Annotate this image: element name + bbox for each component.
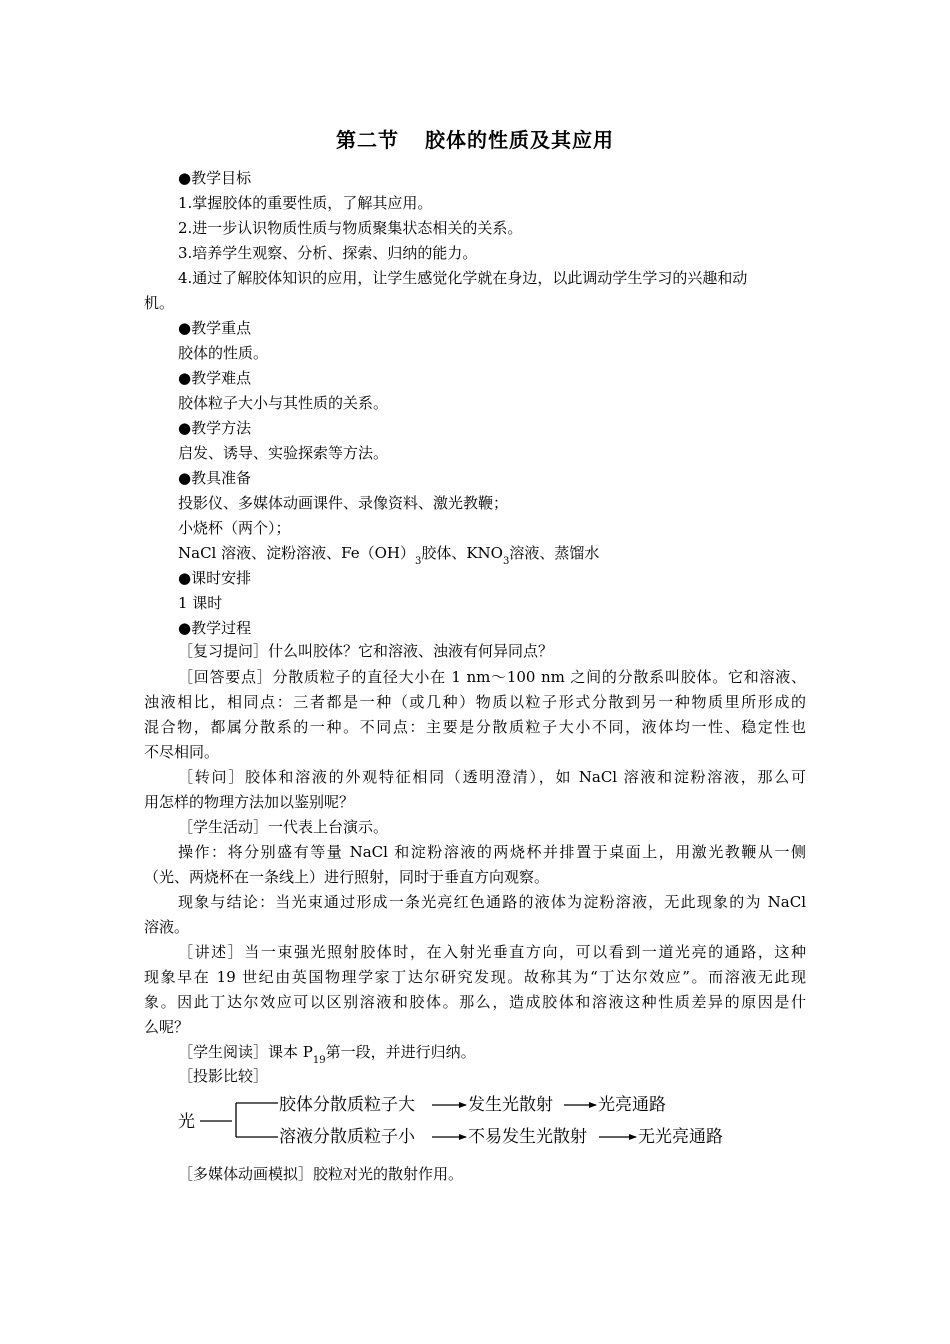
goal-item-2: 2.进一步认识物质性质与物质聚集状态相关的关系。 (178, 219, 523, 237)
student-activity: ［学生活动］一代表上台演示。 (178, 818, 389, 836)
light-scattering-flow-diagram (176, 1092, 756, 1148)
answer-line-1: ［回答要点］分散质粒子的直径大小在 1 nm～100 nm 之间的分散系叫胶体。它和溶液、 (178, 668, 806, 686)
review-question: ［复习提问］什么叫胶体？它和溶液、浊液有何异同点？ (178, 642, 554, 660)
equipment-subscript-2: 3 (502, 556, 510, 567)
multimedia-simulation: ［多媒体动画模拟］胶粒对光的散射作用。 (178, 1165, 464, 1183)
diagram-row1-cause: 胶体分散质粒子大 (279, 1095, 415, 1115)
turn-question-line-1: ［转问］胶体和溶液的外观特征相同（透明澄清），如 NaCl 溶液和淀粉溶液，那么可 (178, 768, 806, 786)
answer-line-2: 浊液相比，相同点：三者都是一种（或几种）物质以粒子形式分散到另一种物质里所形成的 (144, 693, 806, 711)
equipment-line-2: 小烧杯（两个）； (178, 519, 291, 537)
equipment-line-1: 投影仪、多媒体动画课件、录像资料、激光教鞭； (178, 494, 509, 512)
equipment-line-3-part-b: 胶体、KNO (421, 544, 503, 562)
student-reading (178, 1042, 476, 1066)
diagram-root-label: 光 (178, 1112, 195, 1132)
page-title (0, 124, 950, 153)
student-reading-part-b: 第一段，并进行归纳。 (325, 1043, 476, 1061)
method-text: 启发、诱导、实验探索等方法。 (178, 444, 389, 462)
process-heading: ●教学过程 (178, 619, 252, 637)
page-number-subscript: 19 (312, 1055, 326, 1066)
lecture-line-1: ［讲述］当一束强光照射胶体时，在入射光垂直方向，可以看到一道光亮的通路，这种 (178, 943, 806, 961)
operation-line-2: （光、两烧杯在一条线上）进行照射，同时于垂直方向观察。 (144, 868, 550, 886)
schedule-text: 1 课时 (178, 594, 223, 612)
answer-line-4: 不尽相同。 (144, 743, 220, 761)
difficulty-heading: ●教学难点 (178, 369, 252, 387)
diagram-row2-effect: 不易发生光散射 (468, 1127, 587, 1147)
key-point-heading: ●教学重点 (178, 319, 252, 337)
operation-line-1: 操作：将分别盛有等量 NaCl 和淀粉溶液的两烧杯并排置于桌面上，用激光教鞭从一侧 (178, 843, 806, 861)
goal-item-3: 3.培养学生观察、分析、探索、归纳的能力。 (178, 244, 478, 262)
equipment-heading: ●教具准备 (178, 469, 252, 487)
goal-item-4-line2: 机。 (144, 294, 175, 312)
key-point-text: 胶体的性质。 (178, 344, 269, 362)
equipment-line-3-part-a: NaCl 溶液、淀粉溶液、Fe（OH） (178, 544, 415, 562)
diagram-row2-result: 无光亮通路 (638, 1127, 723, 1147)
diagram-row2-cause: 溶液分散质粒子小 (279, 1127, 415, 1147)
equipment-line-3-part-c: 溶液、蒸馏水 (509, 544, 600, 562)
schedule-heading: ●课时安排 (178, 569, 252, 587)
difficulty-text: 胶体粒子大小与其性质的关系。 (178, 394, 389, 412)
projection-comparison: ［投影比较］ (178, 1067, 269, 1085)
phenomenon-line-1: 现象与结论：当光束通过形成一条光亮红色通路的液体为淀粉溶液，无此现象的为 NaCl (178, 893, 806, 911)
goal-item-1: 1.掌握胶体的重要性质，了解其应用。 (178, 194, 433, 212)
turn-question-line-2: 用怎样的物理方法加以鉴别呢？ (144, 793, 355, 811)
phenomenon-line-2: 溶液。 (144, 918, 190, 936)
equipment-subscript-1: 3 (414, 556, 422, 567)
goals-heading: ●教学目标 (178, 169, 252, 187)
lecture-line-3: 象。因此丁达尔效应可以区别溶液和胶体。那么，造成胶体和溶液这种性质差异的原因是什 (144, 993, 806, 1011)
lecture-line-4: 么呢？ (144, 1018, 190, 1036)
method-heading: ●教学方法 (178, 419, 252, 437)
equipment-line-3 (178, 543, 600, 567)
answer-line-3: 混合物，都属分散系的一种。不同点：主要是分散质粒子大小不同，液体均一性、稳定性也 (144, 718, 806, 736)
lecture-line-2: 现象早在 19 世纪由英国物理学家丁达尔研究发现。故称其为“丁达尔效应”。而溶液无此现 (144, 968, 806, 986)
title-section-number: 第二节 (336, 128, 399, 152)
student-reading-part-a: ［学生阅读］课本 P (178, 1043, 313, 1061)
goal-item-4-line1: 4.通过了解胶体知识的应用，让学生感觉化学就在身边，以此调动学生学习的兴趣和动 (178, 269, 748, 287)
diagram-row1-effect: 发生光散射 (468, 1095, 553, 1115)
title-topic: 胶体的性质及其应用 (425, 128, 614, 152)
diagram-row1-result: 光亮通路 (598, 1095, 666, 1115)
